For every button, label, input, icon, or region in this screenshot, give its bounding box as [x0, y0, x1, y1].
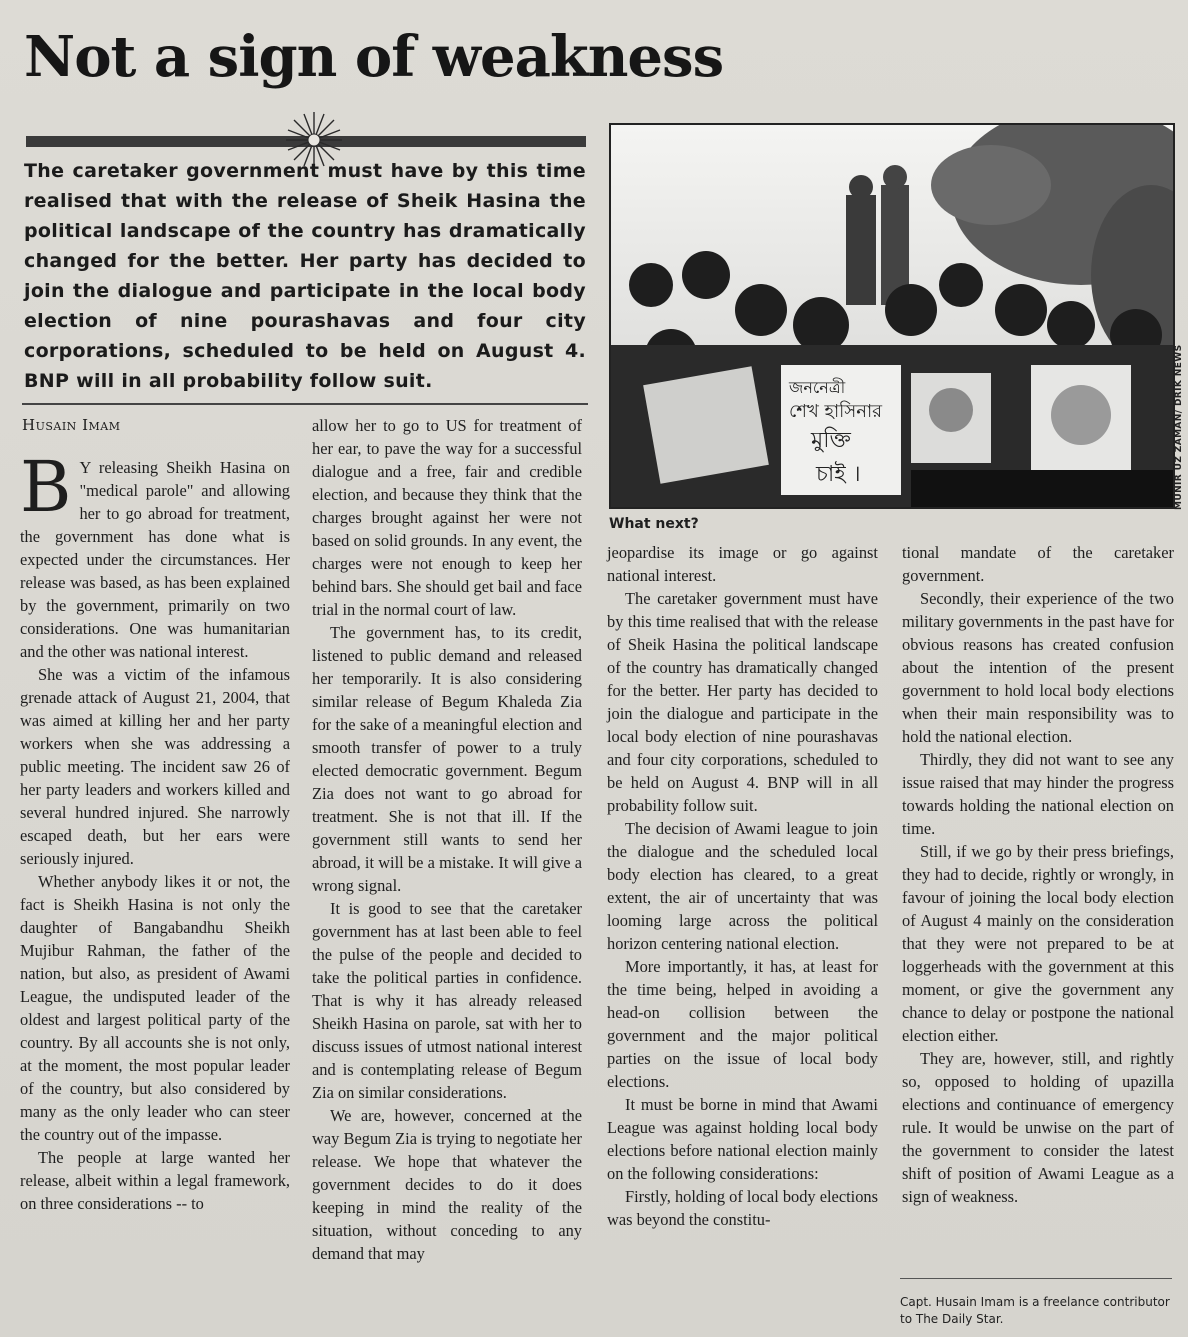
author-note-rule	[900, 1278, 1172, 1279]
deck-bottom-rule	[22, 403, 588, 405]
paragraph: Whether anybody likes it or not, the fact is Sheikh Hasina is not only the daughter of Bangabandhu Sheikh Mujibur Rahman, the father of the nation, but also, as president of Awami League, the undisputed leader of the oldest and largest political party of the country. By all accounts she is not only, at the moment, the most popular leader of the country, but also considered by many as the only leader who can steer the country out of the impasse.	[20, 872, 290, 1144]
photo-caption: What next?	[609, 516, 699, 532]
paragraph: jeopardise its image or go against national interest.	[607, 543, 878, 585]
paragraph: It must be borne in mind that Awami League was against holding local body elections before national election mainly on the following considerations:	[607, 1095, 878, 1183]
paragraph: The decision of Awami league to join the dialogue and the scheduled local body election has cleared, to a great extent, the air of uncertainty that was looming large across the political horizon centering national election.	[607, 819, 878, 953]
photo-credit: MUNIR UZ ZAMAN/ DRIK NEWS	[1174, 344, 1184, 510]
paragraph: We are, however, concerned at the way Begum Zia is trying to negotiate her release. We hope that whatever the government decides to do it does keeping in mind the reality of the situation, without conceding to any demand that may	[312, 1106, 582, 1263]
drop-cap: B	[20, 446, 72, 528]
paragraph: Still, if we go by their press briefings, they had to decide, rightly or wrongly, in favour of joining the local body election of August 4 mainly on the consideration that they were not prepared to be at loggerheads with the government at this moment, or give the government any chance to delay or postpone the national election either.	[902, 842, 1174, 1045]
protest-photo-illustration	[611, 125, 1173, 507]
paragraph: Secondly, their experience of the two military governments in the past have for obvious reasons has created confusion about the intention of the present government to hold local body elections when their main responsibility was to hold the national election.	[902, 589, 1174, 746]
paragraph: Thirdly, they did not want to see any issue raised that may hinder the progress towards holding the national election on time.	[902, 750, 1174, 838]
paragraph: More importantly, it has, at least for the time being, helped in avoiding a head-on collision between the government and the major political parties on the issue of local body elections.	[607, 957, 878, 1091]
column-1	[20, 446, 290, 1215]
column-4	[902, 541, 1174, 1208]
byline: Husain Imam	[22, 416, 121, 434]
paragraph: They are, however, still, and rightly so, opposed to holding of upazilla elections and continuance of emergency rule. It would be unwise on the part of the government to consider the latest shift of position of Awami League as a sign of weakness.	[902, 1049, 1174, 1206]
paragraph: The people at large wanted her release, albeit within a legal framework, on three considerations -- to	[20, 1148, 290, 1213]
paragraph: allow her to go to US for treatment of her ear, to pave the way for a successful dialogue and a free, fair and credible election, and because they think that the charges brought against her were not based on solid grounds. In any event, the charges were not enough to keep her behind bars. She should get bail and face trial in the normal court of law.	[312, 416, 582, 619]
author-note: Capt. Husain Imam is a freelance contributor to The Daily Star.	[900, 1295, 1170, 1326]
paragraph: tional mandate of the caretaker government.	[902, 543, 1174, 585]
column-3	[607, 541, 878, 1231]
news-photo	[609, 123, 1175, 509]
paragraph: The caretaker government must have by this time realised that with the release of Sheik Hasina the political landscape of the country has dramatically changed for the better. Her party has decided to join the dialogue and participate in the local body election of nine pourashavas and four city corporations, scheduled to be held on August 4. BNP will in all probability follow suit.	[607, 589, 878, 815]
paragraph: She was a victim of the infamous grenade attack of August 21, 2004, that was aimed at killing her and her party workers when she was addressing a public meeting. The incident saw 26 of her party leaders and workers killed and several hundred injured. She narrowly escaped death, but her ears were seriously injured.	[20, 665, 290, 868]
paragraph: B Y releasing Sheikh Hasina on "medical parole" and allowing her to go abroad for treatment, the government has done what is expected under the circumstances. Her release was based, as has been explained by the government, primarily on two considerations. One was humanitarian and the other was national interest.	[20, 446, 290, 661]
placard-line-3: মুক্তি	[811, 428, 851, 453]
paragraph: Firstly, holding of local body elections was beyond the constitu-	[607, 1187, 878, 1229]
placard-line-4: চাই ।	[816, 462, 861, 487]
column-2	[312, 414, 582, 1265]
placard-line-1: জননেত্রী	[789, 378, 846, 397]
paragraph: It is good to see that the caretaker government has at last been able to feel the pulse of the people and decided to take the political parties in confidence. That is why it has already released Sheikh Hasina on parole, sat with her to discuss issues of utmost national interest and is contemplating release of Begum Zia on similar considerations.	[312, 899, 582, 1102]
placard-line-2: শেখ হাসিনার	[789, 401, 883, 422]
paragraph: The government has, to its credit, listened to public demand and released her temporarily. It is also considering similar release of Begum Khaleda Zia for the sake of a meaningful election and smooth transfer of power to a truly elected democratic government. Begum Zia does not want to go abroad for treatment. She is not that ill. If the government still wants to send her abroad, it will be a mistake. It will give a wrong signal.	[312, 623, 582, 895]
article-deck: The caretaker government must have by this time realised that with the release of Sheik Hasina the political landscape of the country has dramatically changed for the better. Her party has decided to join the dialogue and participate in the local body election of nine pourashavas and four city corporations, scheduled to be held on August 4. BNP will in all probability follow suit.	[24, 160, 586, 392]
headline: Not a sign of weakness	[24, 24, 724, 90]
